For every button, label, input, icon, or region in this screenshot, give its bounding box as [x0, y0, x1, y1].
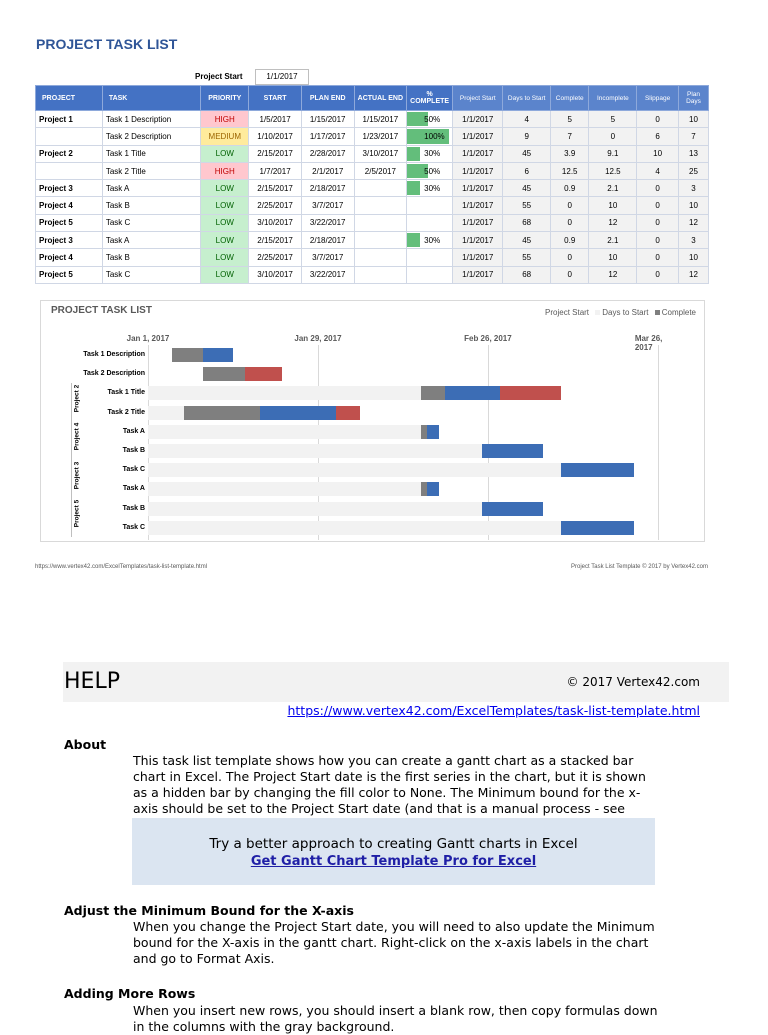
bar-incomplete: [561, 463, 634, 477]
help-title: HELP: [64, 669, 120, 694]
x-tick-label: Jan 1, 2017: [126, 334, 170, 343]
cell-task[interactable]: Task A: [102, 232, 201, 249]
cell-plan-end[interactable]: 3/22/2017: [301, 214, 354, 231]
table-header-row: [36, 86, 709, 111]
bar-slippage: [500, 386, 561, 400]
cell-plan-days[interactable]: 10: [678, 197, 708, 214]
bar-incomplete: [482, 502, 543, 516]
bar-complete: [203, 367, 245, 381]
cell-task[interactable]: Task A: [102, 180, 201, 197]
cell-complete[interactable]: [407, 145, 453, 162]
cell-plan-days[interactable]: 10: [678, 249, 708, 266]
rows-text: When you insert new rows, you should insert a blank row, then copy formulas down in the columns with the gray background.: [133, 1003, 658, 1034]
cell-complete[interactable]: [407, 197, 453, 214]
cell-project[interactable]: Project 5: [36, 214, 103, 231]
cell-project[interactable]: [36, 128, 103, 145]
cell-priority[interactable]: LOW: [201, 266, 249, 283]
col-project-start: Project Start: [453, 86, 503, 111]
cell-project-start[interactable]: 1/1/2017: [453, 180, 503, 197]
project-start-input[interactable]: 1/1/2017: [255, 69, 309, 85]
col-task: TASK: [102, 86, 201, 111]
row-background: [148, 482, 421, 496]
col-actual-end: ACTUAL END: [354, 86, 407, 111]
cell-project-start[interactable]: 1/1/2017: [453, 128, 503, 145]
cell-actual-end[interactable]: 3/10/2017: [354, 145, 407, 162]
group-label: Project 5: [73, 499, 81, 528]
cell-priority[interactable]: LOW: [201, 232, 249, 249]
row-background: [148, 386, 421, 400]
cell-plan-days[interactable]: 3: [678, 232, 708, 249]
bar-slippage: [245, 367, 281, 381]
cell-plan-end[interactable]: 1/15/2017: [301, 111, 354, 128]
cell-complete-days[interactable]: 3.9: [550, 145, 589, 162]
table-row: [36, 232, 709, 249]
group-divider: [71, 422, 72, 460]
cell-start[interactable]: 2/15/2017: [249, 145, 302, 162]
cell-plan-end[interactable]: 2/1/2017: [301, 162, 354, 179]
cell-days-to-start[interactable]: 45: [503, 180, 551, 197]
cell-plan-end[interactable]: 3/22/2017: [301, 266, 354, 283]
cell-complete[interactable]: [407, 162, 453, 179]
col-project: PROJECT: [36, 86, 103, 111]
cell-project[interactable]: Project 1: [36, 111, 103, 128]
cell-priority[interactable]: LOW: [201, 214, 249, 231]
cell-start[interactable]: 2/25/2017: [249, 197, 302, 214]
row-background: [148, 425, 421, 439]
cell-priority[interactable]: HIGH: [201, 162, 249, 179]
cell-slippage[interactable]: 0: [637, 180, 679, 197]
bar-complete: [172, 348, 202, 362]
row-background: [148, 444, 482, 458]
cell-complete[interactable]: [407, 128, 453, 145]
group-label: Project 3: [73, 461, 81, 490]
cell-project[interactable]: Project 3: [36, 180, 103, 197]
col-slippage: Slippage: [637, 86, 679, 111]
complete-value: [410, 218, 424, 227]
cell-incomplete[interactable]: 5: [589, 111, 637, 128]
bar-incomplete: [482, 444, 543, 458]
page-title: PROJECT TASK LIST: [36, 36, 178, 52]
table-row: [36, 128, 709, 145]
cell-project[interactable]: Project 4: [36, 249, 103, 266]
bar-incomplete: [203, 348, 233, 362]
cell-start[interactable]: 3/10/2017: [249, 214, 302, 231]
y-category-label: Task A: [122, 485, 145, 493]
cell-start[interactable]: 3/10/2017: [249, 266, 302, 283]
cell-complete[interactable]: [407, 266, 453, 283]
cell-start[interactable]: 1/5/2017: [249, 111, 302, 128]
cell-priority[interactable]: HIGH: [201, 111, 249, 128]
cell-project[interactable]: Project 3: [36, 232, 103, 249]
group-divider: [71, 499, 72, 537]
table-row: [36, 162, 709, 179]
cell-start[interactable]: 1/7/2017: [249, 162, 302, 179]
cell-project[interactable]: Project 2: [36, 145, 103, 162]
complete-value: [410, 201, 424, 210]
y-category-label: Task B: [122, 504, 145, 512]
cell-priority[interactable]: MEDIUM: [201, 128, 249, 145]
cell-project-start[interactable]: 1/1/2017: [453, 111, 503, 128]
row-background: [148, 502, 482, 516]
y-category-label: Task C: [122, 523, 145, 531]
footer-url: https://www.vertex42.com/ExcelTemplates/task-list-template.html: [35, 564, 208, 570]
group-label: Project 4: [73, 423, 81, 451]
cell-complete[interactable]: [407, 249, 453, 266]
cell-plan-end[interactable]: 1/17/2017: [301, 128, 354, 145]
chart-title: PROJECT TASK LIST: [51, 305, 152, 316]
legend-days-to-start: Days to Start: [602, 308, 649, 317]
cell-actual-end[interactable]: [354, 249, 407, 266]
cell-complete[interactable]: [407, 232, 453, 249]
bar-incomplete: [561, 521, 634, 535]
complete-value: 50%: [424, 166, 441, 176]
cell-slippage[interactable]: 0: [637, 266, 679, 283]
table-row: [36, 266, 709, 283]
chart-legend: [545, 308, 696, 317]
cell-plan-end[interactable]: 3/7/2017: [301, 249, 354, 266]
cell-project-start[interactable]: 1/1/2017: [453, 249, 503, 266]
cell-incomplete[interactable]: 9.1: [589, 145, 637, 162]
group-label: Project 2: [73, 384, 81, 413]
cell-complete-days[interactable]: 0.9: [550, 180, 589, 197]
bar-incomplete: [445, 386, 500, 400]
cell-project-start[interactable]: 1/1/2017: [453, 145, 503, 162]
cell-actual-end[interactable]: 1/15/2017: [354, 111, 407, 128]
cell-task[interactable]: Task B: [102, 249, 201, 266]
col-start: START: [249, 86, 302, 111]
cell-project-start[interactable]: 1/1/2017: [453, 162, 503, 179]
cell-actual-end[interactable]: [354, 214, 407, 231]
cell-incomplete[interactable]: 12.5: [589, 162, 637, 179]
table-row: [36, 197, 709, 214]
cell-plan-days[interactable]: 12: [678, 214, 708, 231]
cell-task[interactable]: Task 1 Title: [102, 145, 201, 162]
cell-priority[interactable]: LOW: [201, 180, 249, 197]
gridline: [658, 345, 659, 540]
cell-days-to-start[interactable]: 45: [503, 145, 551, 162]
y-category-label: Task C: [122, 466, 145, 474]
cell-complete[interactable]: [407, 111, 453, 128]
complete-value: 30%: [424, 183, 441, 193]
complete-value: [410, 270, 424, 279]
y-category-label: Task A: [122, 427, 145, 435]
complete-value: 100%: [424, 131, 445, 141]
cell-start[interactable]: 2/15/2017: [249, 232, 302, 249]
col-complete-days: Complete: [550, 86, 589, 111]
table-row: [36, 214, 709, 231]
footer-copyright: Project Task List Template © 2017 by Vertex42.com: [571, 564, 708, 570]
cell-plan-days[interactable]: 25: [678, 162, 708, 179]
cell-project-start[interactable]: 1/1/2017: [453, 214, 503, 231]
project-start-label: Project Start: [195, 72, 243, 81]
x-tick-label: Mar 26, 2017: [634, 334, 663, 352]
cell-plan-end[interactable]: 2/28/2017: [301, 145, 354, 162]
cell-task[interactable]: Task 2 Title: [102, 162, 201, 179]
cell-slippage[interactable]: 6: [637, 128, 679, 145]
cell-incomplete[interactable]: 12: [589, 266, 637, 283]
complete-value: 30%: [424, 149, 441, 159]
cell-days-to-start[interactable]: 55: [503, 197, 551, 214]
y-category-label: Task 2 Title: [107, 408, 145, 416]
cell-incomplete[interactable]: 2.1: [589, 180, 637, 197]
cell-start[interactable]: 1/10/2017: [249, 128, 302, 145]
table-row: [36, 249, 709, 266]
cell-days-to-start[interactable]: 9: [503, 128, 551, 145]
row-background: [148, 521, 561, 535]
cell-task[interactable]: Task 1 Description: [102, 111, 201, 128]
adjust-text: When you change the Project Start date, you will need to also update the Minimum bound for the X-axis in the gantt chart. Right-click on the x-axis labels in the chart and go to Format Axis.: [133, 919, 655, 966]
group-divider: [71, 383, 72, 421]
cell-task[interactable]: Task C: [102, 214, 201, 231]
complete-value: 30%: [424, 235, 441, 245]
x-tick-label: Feb 26, 2017: [464, 334, 512, 343]
cell-slippage[interactable]: 0: [637, 232, 679, 249]
cell-complete-days[interactable]: 0: [550, 214, 589, 231]
cell-project[interactable]: Project 4: [36, 197, 103, 214]
cell-slippage[interactable]: 0: [637, 111, 679, 128]
legend-complete-swatch: [655, 310, 660, 315]
cell-actual-end[interactable]: 1/23/2017: [354, 128, 407, 145]
y-category-label: Task 1 Description: [83, 351, 145, 358]
cell-priority[interactable]: LOW: [201, 145, 249, 162]
cell-priority[interactable]: LOW: [201, 249, 249, 266]
legend-complete: Complete: [661, 308, 696, 317]
row-background: [148, 406, 184, 420]
cell-complete-days[interactable]: 0: [550, 249, 589, 266]
col-plan-days: Plan Days: [678, 86, 708, 111]
cell-actual-end[interactable]: 2/5/2017: [354, 162, 407, 179]
bar-complete: [421, 386, 445, 400]
promo-box: [132, 818, 655, 885]
cell-project[interactable]: Project 5: [36, 266, 103, 283]
cell-complete-days[interactable]: 5: [550, 111, 589, 128]
cell-complete[interactable]: [407, 214, 453, 231]
cell-slippage[interactable]: 0: [637, 197, 679, 214]
cell-incomplete[interactable]: 10: [589, 197, 637, 214]
about-text: This task list template shows how you can create a gantt chart as a stacked bar chart in Excel. The Project Start date is the first series in the chart, but it is shown as a hidden bar by changing the fill color to None. The Minimum bound for the x-axis should be set to the Project Start date (and that is a manual process - see: [133, 753, 646, 816]
cell-days-to-start[interactable]: 45: [503, 232, 551, 249]
cell-plan-end[interactable]: 3/7/2017: [301, 197, 354, 214]
group-divider: [71, 460, 72, 498]
col-incomplete: Incomplete: [589, 86, 637, 111]
cell-project-start[interactable]: 1/1/2017: [453, 232, 503, 249]
cell-priority[interactable]: LOW: [201, 197, 249, 214]
cell-plan-days[interactable]: 7: [678, 128, 708, 145]
cell-task[interactable]: Task B: [102, 197, 201, 214]
col-days-to-start: Days to Start: [503, 86, 551, 111]
cell-complete-days[interactable]: 0.9: [550, 232, 589, 249]
y-category-label: Task 2 Description: [83, 370, 145, 378]
cell-complete-days[interactable]: 0: [550, 197, 589, 214]
adjust-heading: Adjust the Minimum Bound for the X-axis: [64, 903, 354, 918]
col-complete: % COMPLETE: [407, 86, 453, 111]
promo-text: Try a better approach to creating Gantt charts in Excel: [209, 836, 578, 852]
cell-start[interactable]: 2/25/2017: [249, 249, 302, 266]
table-row: [36, 145, 709, 162]
cell-task[interactable]: Task C: [102, 266, 201, 283]
cell-complete-days[interactable]: 7: [550, 128, 589, 145]
cell-days-to-start[interactable]: 55: [503, 249, 551, 266]
cell-actual-end[interactable]: [354, 232, 407, 249]
row-background: [148, 463, 561, 477]
cell-incomplete[interactable]: 0: [589, 128, 637, 145]
table-row: [36, 180, 709, 197]
cell-plan-end[interactable]: 2/18/2017: [301, 232, 354, 249]
cell-complete-days[interactable]: 0: [550, 266, 589, 283]
complete-value: [410, 253, 424, 262]
cell-actual-end[interactable]: [354, 197, 407, 214]
cell-plan-days[interactable]: 3: [678, 180, 708, 197]
x-tick-label: Jan 29, 2017: [294, 334, 342, 343]
cell-slippage[interactable]: 0: [637, 249, 679, 266]
cell-plan-days[interactable]: 10: [678, 111, 708, 128]
y-category-label: Task 1 Title: [107, 389, 145, 397]
bar-incomplete: [260, 406, 336, 420]
bar-incomplete: [427, 482, 440, 496]
cell-plan-days[interactable]: 12: [678, 266, 708, 283]
gantt-chart: [40, 300, 705, 542]
help-link[interactable]: https://www.vertex42.com/ExcelTemplates/task-list-template.html: [287, 703, 700, 718]
bar-slippage: [336, 406, 360, 420]
cell-days-to-start[interactable]: 4: [503, 111, 551, 128]
task-table: [35, 85, 709, 284]
cell-project[interactable]: [36, 162, 103, 179]
legend-days-swatch: [595, 310, 600, 315]
cell-incomplete[interactable]: 2.1: [589, 232, 637, 249]
cell-project-start[interactable]: 1/1/2017: [453, 197, 503, 214]
cell-days-to-start[interactable]: 6: [503, 162, 551, 179]
cell-days-to-start[interactable]: 68: [503, 214, 551, 231]
cell-plan-end[interactable]: 2/18/2017: [301, 180, 354, 197]
cell-incomplete[interactable]: 10: [589, 249, 637, 266]
bar-complete: [184, 406, 260, 420]
cell-complete[interactable]: [407, 180, 453, 197]
col-plan-end: PLAN END: [301, 86, 354, 111]
cell-actual-end[interactable]: [354, 180, 407, 197]
promo-link[interactable]: Get Gantt Chart Template Pro for Excel: [250, 854, 537, 869]
bar-incomplete: [427, 425, 440, 439]
cell-actual-end[interactable]: [354, 266, 407, 283]
about-heading: About: [64, 737, 107, 752]
cell-incomplete[interactable]: 12: [589, 214, 637, 231]
help-copyright: © 2017 Vertex42.com: [566, 675, 700, 689]
table-row: [36, 111, 709, 128]
cell-slippage[interactable]: 10: [637, 145, 679, 162]
cell-days-to-start[interactable]: 68: [503, 266, 551, 283]
complete-value: 50%: [424, 114, 441, 124]
col-priority: PRIORITY: [201, 86, 249, 111]
cell-start[interactable]: 2/15/2017: [249, 180, 302, 197]
cell-task[interactable]: Task 2 Description: [102, 128, 201, 145]
cell-slippage[interactable]: 4: [637, 162, 679, 179]
cell-slippage[interactable]: 0: [637, 214, 679, 231]
legend-project-start: Project Start: [545, 308, 590, 317]
cell-plan-days[interactable]: 13: [678, 145, 708, 162]
rows-heading: Adding More Rows: [64, 986, 196, 1001]
cell-project-start[interactable]: 1/1/2017: [453, 266, 503, 283]
cell-complete-days[interactable]: 12.5: [550, 162, 589, 179]
y-category-label: Task B: [122, 447, 145, 454]
